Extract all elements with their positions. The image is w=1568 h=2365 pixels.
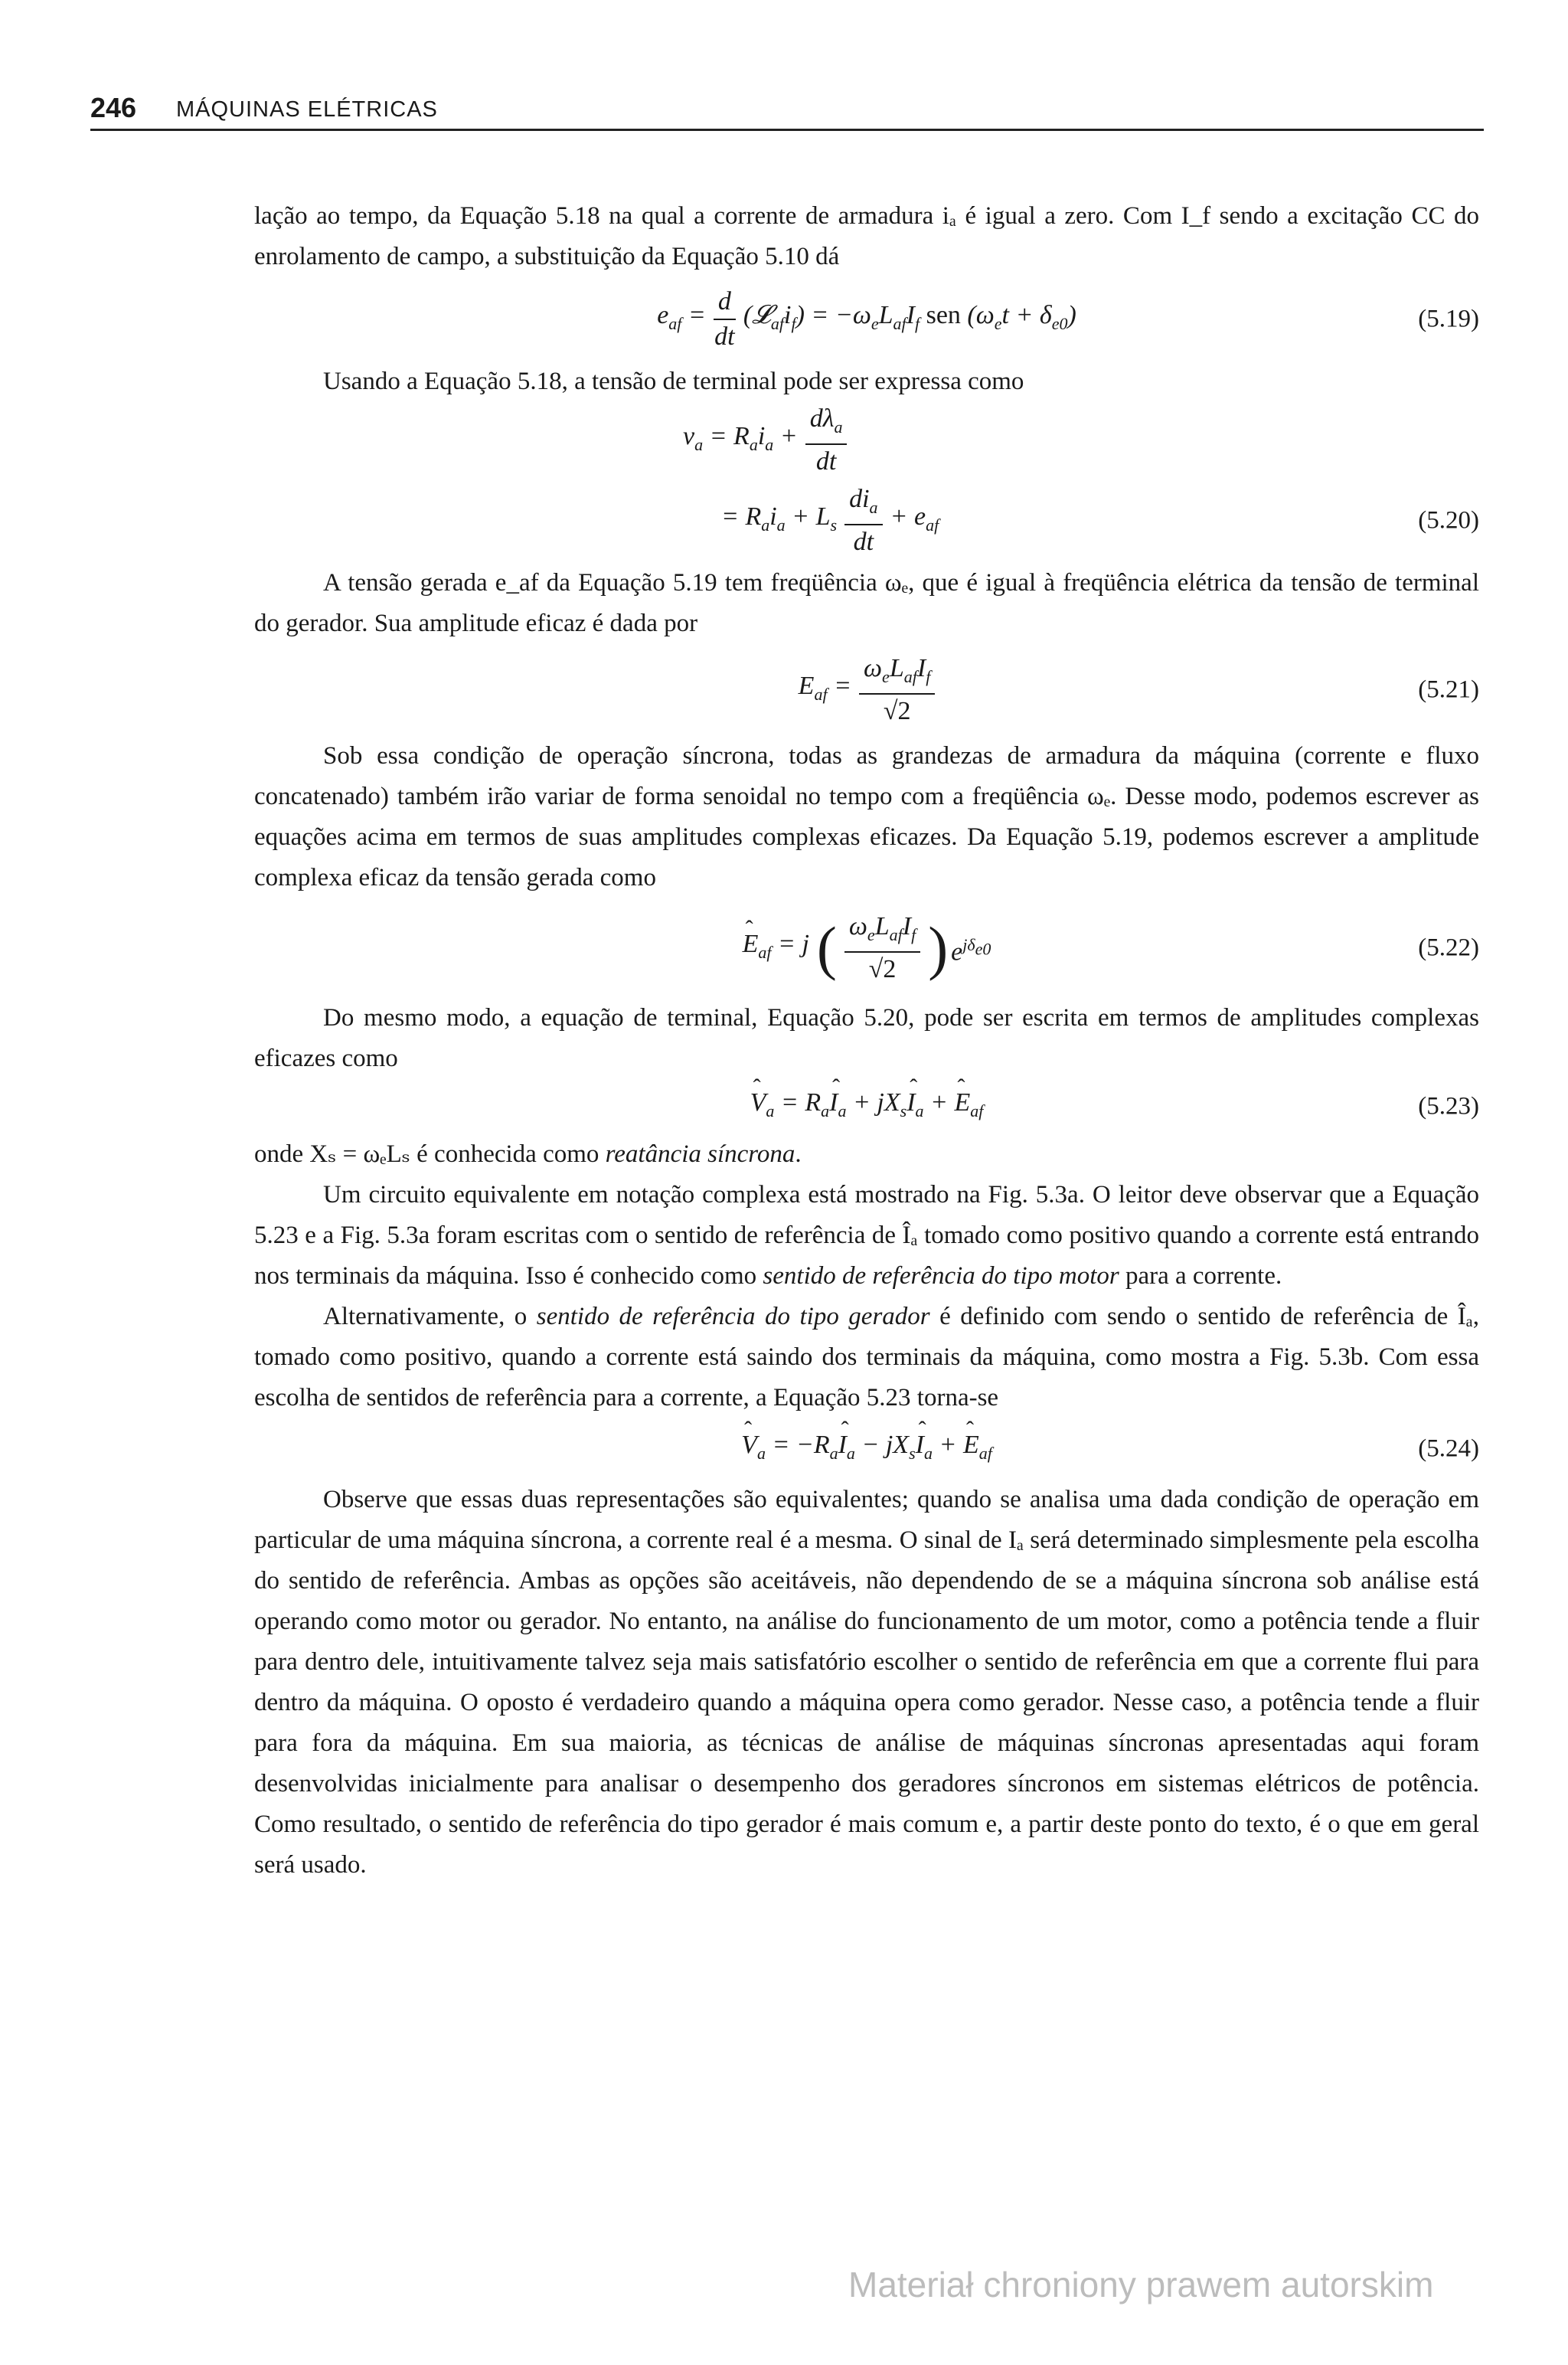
paragraph-2: Usando a Equação 5.18, a tensão de terminal pode ser expressa como — [323, 368, 1024, 395]
equation-5-22: ˆ $E_{af} = j$ ( $\frac{\omega_eL_{af}I_f}{√2}$ ) $e^{j\delta_{e0}}$ (5.22) — [254, 898, 1479, 998]
equation-number: (5.19) — [1418, 305, 1479, 333]
equation-number: (5.21) — [1418, 675, 1479, 704]
equation-number: (5.20) — [1418, 506, 1479, 535]
paragraph-6: onde Xₛ = ωₑLₛ é conhecida como reatância síncrona. — [254, 1140, 802, 1168]
paragraph-3: A tensão gerada e_af da Equação 5.19 tem freqüência ωₑ, que é igual à freqüência elétrica da tensão de terminal do gerador. Sua amplitude eficaz é dada por — [254, 569, 1479, 637]
equation-5-21: $E_{af}$ = $\frac{\omega_eL_{af}I_f}{√2}$ (5.21) — [798, 653, 1479, 726]
page-header — [90, 86, 1484, 131]
equation-number: (5.22) — [1418, 934, 1479, 962]
equation-5-20b: = $R_ai_a + L_s$ $\frac{di_a}{dt}$ + $e_{af}$ (5.20) — [721, 484, 1479, 557]
page-number: 246 — [90, 92, 137, 123]
equation-5-24: ˆ $V_a$ = $-R_aˆ$ $I_a$ − $jX_sˆ$ $I_a$ + ˆ $E_{af}$ (5.24) — [254, 1418, 1479, 1480]
equation-number: (5.24) — [1418, 1434, 1479, 1463]
paragraph-7: Um circuito equivalente em notação complexa está mostrado na Fig. 5.3a. O leitor deve observar que a Equação 5.23 e a Fig. 5.3a foram escritas com o sentido de referência de Îₐ tomado como positivo quando a corrente está entrando nos terminais da máquina. Isso é conhecido como sentido de referência do tipo motor para a corrente. — [254, 1181, 1479, 1290]
equation-5-20a: $v_a = R_ai_a$ + $\frac{d\lambda_a}{dt}$ — [254, 402, 1479, 479]
paragraph-8: Alternativamente, o sentido de referência do tipo gerador é definido com sendo o sentido de referência de Îₐ, tomado como positivo, quando a corrente está saindo dos terminais da máquina, como mostra a Fig. 5.3b. Com essa escolha de sentidos de referência para a corrente, a Equação 5.23 torna-se — [254, 1303, 1479, 1411]
book-title: MÁQUINAS ELÉTRICAS — [176, 97, 438, 122]
paragraph-4: Sob essa condição de operação síncrona, todas as grandezas de armadura da máquina (corrente e fluxo concatenado) também irão variar de forma senoidal no tempo com a freqüência ωₑ. Desse modo, podemos escrever as equações acima em termos de suas amplitudes complexas eficazes. Da Equação 5.19, podemos escrever a amplitude complexa eficaz da tensão gerada como — [254, 742, 1479, 891]
paragraph-1: lação ao tempo, da Equação 5.18 na qual a corrente de armadura iₐ é igual a zero. Com I_f sendo a excitação CC do enrolamento de campo, a substituição da Equação 5.10 dá — [254, 202, 1479, 270]
equation-number: (5.23) — [1418, 1092, 1479, 1120]
copyright-watermark: Materiał chroniony prawem autorskim — [848, 2265, 1434, 2304]
page-body — [254, 196, 1479, 1886]
paragraph-5: Do mesmo modo, a equação de terminal, Equação 5.20, pode ser escrita em termos de amplitudes complexas eficazes como — [254, 1004, 1479, 1072]
paragraph-9: Observe que essas duas representações são equivalentes; quando se analisa uma dada condição de operação em particular de uma máquina síncrona, a corrente real é a mesma. O sinal de Iₐ será determinado simplesmente pela escolha do sentido de referência. Ambas as opções são aceitáveis, não dependendo de se a máquina síncrona sob análise está operando como motor ou gerador. No entanto, na análise do funcionamento de um motor, como a potência tende a fluir para dentro dele, intuitivamente talvez seja mais satisfatório escolher o sentido de referência em que a corrente flui para dentro da máquina. O oposto é verdadeiro quando a máquina opera como gerador. Nesse caso, a potência tende a fluir para fora da máquina. Em sua maioria, as técnicas de análise de máquinas síncronas apresentadas aqui foram desenvolvidas inicialmente para analisar o desempenho dos geradores síncronos em sistemas elétricos de potência. Como resultado, o sentido de referência do tipo gerador é mais comum e, a partir deste ponto do texto, é o que em geral será usado. — [254, 1486, 1479, 1879]
equation-5-23: ˆ $V_a$ = $R_aˆ$ $I_a$ + $jX_sˆ$ $I_a$ + ˆ $E_{af}$ (5.23) — [254, 1079, 1479, 1134]
equation-5-19: $e_{af}$ = $\frac{d}{dt}$ $(𝓛_{af}i_f) = -\omega_eL_{af}I_f$ sen $(\omega_et + \delta_{e0})$ (5.19) — [657, 287, 1479, 351]
